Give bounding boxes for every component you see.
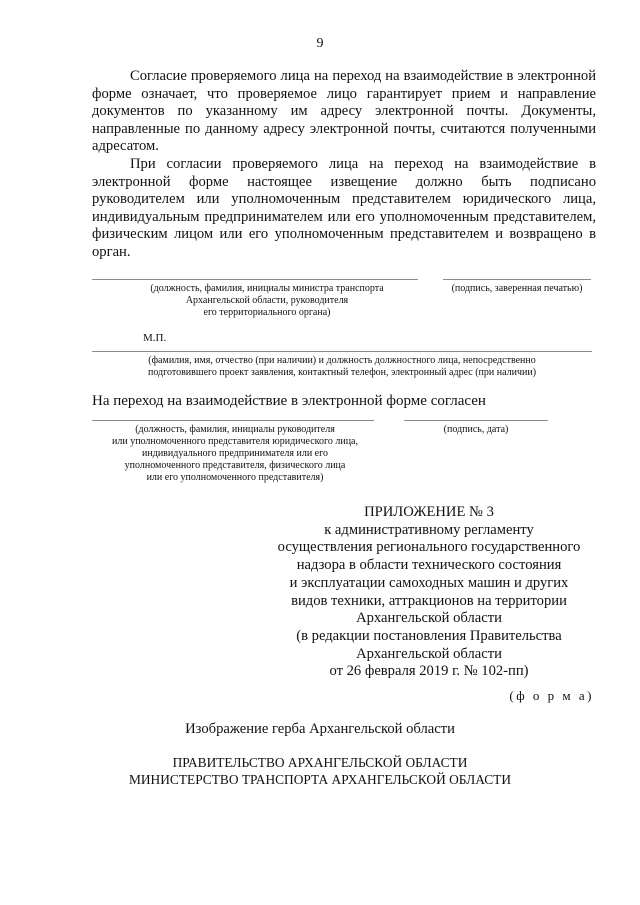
coat-of-arms-placeholder: Изображение герба Архангельской области	[185, 721, 455, 737]
official-caption-line: Архангельской области, руководителя	[185, 295, 349, 306]
appendix-line: Архангельской области	[356, 610, 502, 627]
consent-caption-line: уполномоченного представителя, физического лица	[124, 460, 346, 471]
consent-caption-line: (должность, фамилия, инициалы руководителя	[135, 424, 335, 435]
organization-header	[0, 754, 640, 788]
appendix-line: к административному регламенту	[324, 521, 534, 538]
consent-caption-line: или уполномоченного представителя юридического лица,	[112, 436, 358, 447]
organization-line: МИНИСТЕРСТВО ТРАНСПОРТА АРХАНГЕЛЬСКОЙ ОБЛАСТИ	[128, 772, 511, 787]
page-number: 9	[316, 36, 324, 51]
consent-person-caption	[80, 424, 390, 484]
appendix-line: и эксплуатации самоходных машин и других	[289, 574, 569, 591]
official-caption	[92, 283, 442, 319]
preparer-caption-line: (фамилия, имя, отчество (при наличии) и должность должностного лица, непосредственно	[148, 355, 536, 366]
consent-signature-line	[404, 420, 548, 421]
preparer-caption-line: подготовившего проект заявления, контактный телефон, электронный адрес (при наличии)	[147, 367, 537, 378]
paragraph-consent-meaning: Согласие проверяемого лица на переход на взаимодействие в электронной форме означает, что проверяемое лицо гарантирует прием и направление документов по указанному им адресу электронной почты. Документы, направленные по данному адресу электронной почты, считаются полученными адресатом.	[92, 68, 596, 155]
organization-line: ПРАВИТЕЛЬСТВО АРХАНГЕЛЬСКОЙ ОБЛАСТИ	[172, 755, 468, 770]
appendix-line: ПРИЛОЖЕНИЕ № 3	[364, 504, 494, 520]
consent-signature-caption: (подпись, дата)	[443, 424, 509, 435]
consent-caption-line: индивидуального предпринимателя или его	[142, 448, 328, 459]
form-label: (ф о р м а)	[509, 688, 594, 703]
stamped-signature-caption: (подпись, заверенная печатью)	[451, 283, 583, 294]
preparer-line	[92, 351, 592, 352]
consent-person-line	[92, 420, 374, 421]
appendix-line: видов техники, аттракционов на территории	[291, 592, 567, 609]
stamped-signature-line	[443, 279, 591, 280]
official-signature-line	[92, 279, 418, 280]
seal-placeholder: М.П.	[143, 332, 167, 344]
official-caption-line: его территориального органа)	[203, 307, 331, 318]
consent-statement: На переход на взаимодействие в электронной форме согласен	[92, 393, 486, 409]
appendix-line: от 26 февраля 2019 г. № 102-пп)	[329, 663, 529, 680]
appendix-line: (в редакции постановления Правительства	[296, 627, 562, 644]
consent-caption-line: или его уполномоченного представителя)	[146, 472, 324, 483]
preparer-caption	[92, 355, 592, 379]
appendix-header	[258, 504, 600, 681]
official-caption-line: (должность, фамилия, инициалы министра транспорта	[150, 283, 384, 294]
appendix-line: осуществления регионального государственного	[277, 539, 581, 556]
paragraph-signing-requirement: При согласии проверяемого лица на переход на взаимодействие в электронной форме настоящее извещение должно быть подписано руководителем или уполномоченным представителем юридического лица, индивидуальным предпринимателем или его уполномоченным представителем, физическим лицом или его уполномоченным представителем и возвращено в орган.	[92, 156, 596, 260]
appendix-line: надзора в области технического состояния	[296, 557, 562, 574]
appendix-line: Архангельской области	[356, 645, 502, 662]
